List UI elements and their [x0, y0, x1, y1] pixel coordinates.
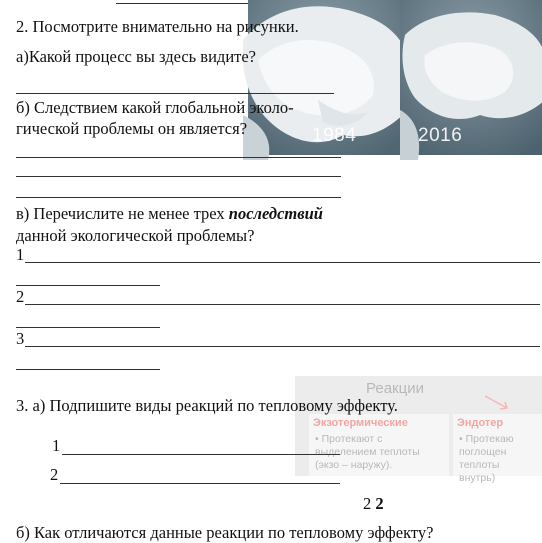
question-2c-line2: данной экологической проблемы?: [16, 226, 255, 245]
item-number-2: 2: [16, 287, 25, 306]
answer-line-3a-1[interactable]: [62, 454, 340, 455]
exothermic-box: [309, 414, 449, 476]
answer-line-2b-3[interactable]: [16, 197, 341, 198]
year-label-2016: 2016: [418, 125, 463, 146]
question-2-heading: 2. Посмотрите внимательно на рисунки.: [16, 17, 299, 36]
answer-line-2c-3a[interactable]: [25, 346, 540, 347]
question-2c-line1: [16, 204, 323, 224]
answer-line-2c-2a[interactable]: [25, 304, 540, 305]
answer-line-2c-1a[interactable]: [25, 262, 540, 263]
endothermic-description: [459, 433, 514, 485]
question-3-heading: 3. а) Подпишите виды реакций по тепловому эффекту.: [16, 396, 398, 415]
item-number-1: 1: [16, 245, 25, 264]
answer-line-2b-2[interactable]: [16, 176, 341, 177]
ice-image-2016: [400, 0, 542, 155]
question-2b-line2: гической проблемы он является?: [16, 119, 248, 138]
endothermic-box: [453, 414, 542, 484]
page-number-b: 2: [375, 494, 384, 513]
endothermic-desc-line: поглощен: [459, 446, 507, 458]
answer-line-3a-2[interactable]: [60, 483, 340, 484]
answer-line-2c-1b[interactable]: [16, 285, 160, 286]
item-number-3: 3: [16, 329, 25, 348]
exothermic-desc-line: выделением теплоты: [315, 446, 420, 458]
endothermic-desc-line: теплоты: [459, 459, 500, 471]
endothermic-heading: Эндотер: [457, 417, 504, 429]
exothermic-desc-line: (экзо – наружу).: [315, 459, 393, 471]
reactions-card-title: Реакции: [366, 380, 424, 397]
q3-item-number-2: 2: [50, 465, 59, 484]
endothermic-desc-line: • Протекаю: [459, 433, 514, 445]
q3-item-number-1: 1: [52, 436, 61, 455]
answer-line-2b-1[interactable]: [16, 157, 341, 158]
page-fragment-number: [98, 0, 103, 1]
question-2b-line1: б) Следствием какой глобальной эколо-: [16, 98, 294, 117]
year-label-1984: 1984: [312, 125, 357, 146]
page-number-a: 2: [363, 494, 372, 513]
answer-line-2c-2b[interactable]: [16, 327, 160, 328]
question-2c-text: в) Перечислите не менее трех: [16, 204, 229, 223]
arrow-icon: [483, 393, 513, 413]
question-2a-text: а)Какой процесс вы здесь видите?: [16, 47, 257, 66]
question-2c-emphasis: последствий: [228, 204, 323, 223]
exothermic-desc-line: • Протекают с: [315, 433, 383, 445]
exothermic-heading: Экзотермические: [313, 417, 408, 429]
answer-line-2c-3b[interactable]: [16, 369, 160, 370]
page-number: [363, 494, 384, 514]
endothermic-desc-line: внутрь): [459, 472, 496, 484]
question-3b-text: б) Как отличаются данные реакции по тепловому эффекту?: [16, 523, 434, 542]
exothermic-description: [315, 433, 420, 472]
reactions-card-image: [295, 376, 542, 484]
answer-line-2a[interactable]: [16, 93, 334, 94]
